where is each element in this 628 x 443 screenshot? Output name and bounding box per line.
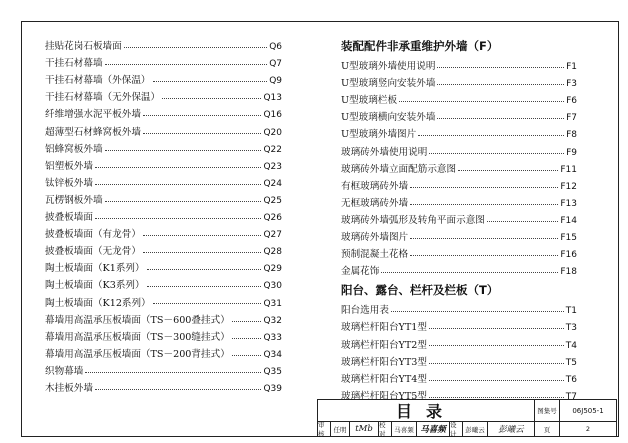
- dot-leader: [232, 338, 262, 339]
- toc-entry: [341, 261, 577, 278]
- toc-entry: [341, 210, 577, 227]
- toc-entry: [45, 361, 282, 378]
- toc-entry: [341, 73, 577, 90]
- toc-entry-title: 幕墙用高温承压板墙面（TS－200背挂式）: [45, 348, 230, 360]
- title-block: [317, 399, 617, 437]
- toc-entry: [45, 173, 282, 190]
- toc-entry: [341, 56, 577, 73]
- toc-entry-page: Q23: [263, 161, 282, 172]
- dot-leader: [410, 238, 558, 239]
- dot-leader: [105, 150, 262, 151]
- toc-entry: [45, 241, 282, 258]
- page-label: 页: [534, 421, 560, 437]
- toc-entry-title: U型玻璃竖向安装外墙: [341, 78, 436, 90]
- dot-leader: [147, 269, 262, 270]
- toc-entry-page: Q13: [263, 93, 282, 104]
- dot-leader: [437, 67, 564, 68]
- toc-entry-title: 瓦楞钢板外墙: [45, 194, 103, 206]
- review-signature: tMb: [349, 421, 379, 437]
- toc-entry-title: 陶土板墙面（K12系列）: [45, 297, 151, 309]
- check-name: 马喜频: [391, 421, 417, 437]
- toc-entry-page: T6: [565, 374, 577, 385]
- toc-entry-page: F9: [566, 147, 577, 158]
- toc-entry: [341, 193, 577, 210]
- dot-leader: [429, 328, 564, 329]
- toc-entry-page: T4: [565, 340, 577, 351]
- toc-entry-title: 玻璃栏杆阳台YT3型: [341, 356, 427, 368]
- toc-entry: [45, 156, 282, 173]
- toc-entry-page: F3: [566, 79, 577, 90]
- toc-entry-page: Q31: [263, 298, 282, 309]
- toc-entry-title: 玻璃砖外墙立面配筋示意图: [341, 163, 457, 175]
- toc-entry-title: 干挂石材幕墙（外保温）: [45, 75, 151, 87]
- toc-entry: [45, 327, 282, 344]
- toc-entry-page: T3: [565, 323, 577, 334]
- toc-entry-title: 超薄型石材蜂窝板外墙: [45, 126, 141, 138]
- toc-entry: [341, 369, 577, 386]
- toc-entry-page: Q33: [263, 332, 282, 343]
- toc-entry-title: U型玻璃外墙图片: [341, 129, 417, 141]
- toc-entry: [341, 352, 577, 369]
- dot-leader: [85, 372, 261, 373]
- toc-entry: [341, 141, 577, 158]
- dot-leader: [458, 170, 558, 171]
- toc-entry-page: Q16: [263, 110, 282, 121]
- dot-leader: [162, 98, 261, 99]
- toc-entry: [341, 227, 577, 244]
- toc-entry-page: F13: [560, 198, 577, 209]
- toc-entry: [341, 124, 577, 141]
- toc-entry-title: 玻璃砖外墙弧形及转角平面示意图: [341, 214, 485, 226]
- dot-leader: [153, 81, 268, 82]
- toc-entry: [45, 53, 282, 70]
- toc-entry-title: 金属花饰: [341, 266, 380, 278]
- toc-entry-title: 披叠板墙面: [45, 212, 93, 224]
- toc-entry-page: Q34: [263, 349, 282, 360]
- toc-right-column: [341, 36, 577, 403]
- dot-leader: [437, 84, 564, 85]
- toc-entry-title: 幕墙用高温承压板墙面（TS－600叠挂式）: [45, 314, 230, 326]
- toc-entry-page: Q35: [263, 366, 282, 377]
- toc-entry: [45, 104, 282, 121]
- toc-entry-page: F8: [566, 130, 577, 141]
- atlas-number-label: 图集号: [534, 399, 560, 422]
- dot-leader: [418, 135, 564, 136]
- dot-leader: [143, 115, 262, 116]
- dot-leader: [429, 363, 564, 364]
- dot-leader: [410, 255, 558, 256]
- toc-entry: [45, 224, 282, 241]
- toc-entry: [341, 90, 577, 107]
- toc-entry-page: Q32: [263, 315, 282, 326]
- page-number: 2: [559, 421, 617, 437]
- dot-leader: [487, 221, 558, 222]
- toc-entry-title: 挂贴花岗石板墙面: [45, 41, 122, 53]
- toc-entry-page: F7: [566, 113, 577, 124]
- dot-leader: [429, 153, 564, 154]
- toc-entry-title: 预制混凝土花格: [341, 249, 409, 261]
- dot-leader: [124, 47, 267, 48]
- toc-entry-title: 钛锌板外墙: [45, 177, 93, 189]
- toc-entry-page: T5: [565, 357, 577, 368]
- toc-entry-title: 陶土板墙面（K1系列）: [45, 263, 145, 275]
- toc-entry-page: Q9: [269, 76, 282, 87]
- dot-leader: [410, 187, 558, 188]
- dot-leader: [153, 303, 262, 304]
- toc-left-column: [45, 36, 282, 395]
- toc-entry-title: 玻璃栏杆阳台YT2型: [341, 339, 427, 351]
- toc-entry-title: 玻璃栏杆阳台YT5型: [341, 390, 427, 402]
- design-signature: 彭曦云: [487, 421, 535, 437]
- toc-entry-page: Q30: [263, 281, 282, 292]
- check-label: 校对: [378, 421, 392, 437]
- toc-entry: [341, 317, 577, 334]
- dot-leader: [143, 235, 262, 236]
- toc-entry-title: 铝蜂窝板外墙: [45, 143, 103, 155]
- atlas-number: 06J505-1: [559, 399, 617, 422]
- dot-leader: [429, 397, 564, 398]
- toc-entry: [341, 300, 577, 317]
- review-label: 审核: [317, 421, 331, 437]
- dot-leader: [147, 286, 262, 287]
- dot-leader: [429, 380, 564, 381]
- dot-leader: [95, 184, 261, 185]
- toc-entry-page: F11: [560, 164, 577, 175]
- toc-entry-title: 干挂石材幕墙: [45, 58, 103, 70]
- section-t-list: [341, 300, 577, 403]
- toc-entry-page: T7: [565, 391, 577, 402]
- toc-entry: [341, 107, 577, 124]
- dot-leader: [399, 101, 564, 102]
- toc-entry: [45, 344, 282, 361]
- toc-entry-page: Q6: [269, 42, 282, 53]
- section-t-heading: 阳台、露台、栏杆及栏板（T）: [341, 283, 499, 298]
- toc-entry: [45, 70, 282, 87]
- dot-leader: [381, 272, 558, 273]
- toc-entry-title: 有框玻璃砖外墙: [341, 180, 409, 192]
- toc-entry: [341, 159, 577, 176]
- toc-entry: [45, 36, 282, 53]
- design-label: 设计: [449, 421, 463, 437]
- toc-entry-title: 无框玻璃砖外墙: [341, 197, 409, 209]
- toc-entry-page: F15: [560, 233, 577, 244]
- toc-entry-title: 织物幕墙: [45, 365, 84, 377]
- toc-entry-title: 玻璃栏杆阳台YT4型: [341, 373, 427, 385]
- dot-leader: [95, 167, 261, 168]
- dot-leader: [143, 133, 262, 134]
- toc-entry-title: 阳台选用表: [341, 305, 389, 317]
- toc-entry-title: 纤维增强水泥平板外墙: [45, 109, 141, 121]
- toc-entry-title: 幕墙用高温承压板墙面（TS－300缝挂式）: [45, 331, 230, 343]
- toc-entry-page: Q39: [263, 383, 282, 394]
- check-signature: 马喜频: [416, 421, 450, 437]
- dot-leader: [232, 321, 262, 322]
- dot-leader: [105, 64, 268, 65]
- toc-entry-title: 陶土板墙面（K3系列）: [45, 280, 145, 292]
- toc-entry-page: F16: [560, 250, 577, 261]
- toc-entry-title: 玻璃栏杆阳台YT1型: [341, 322, 427, 334]
- dot-leader: [143, 252, 262, 253]
- toc-entry-title: 披叠板墙面（无龙骨）: [45, 246, 141, 258]
- toc-entry-page: F18: [560, 267, 577, 278]
- dot-leader: [437, 118, 564, 119]
- toc-entry: [45, 378, 282, 395]
- toc-entry-title: 木挂板外墙: [45, 382, 93, 394]
- toc-entry-page: F6: [566, 96, 577, 107]
- dot-leader: [410, 204, 558, 205]
- toc-entry: [45, 139, 282, 156]
- dot-leader: [429, 345, 564, 346]
- toc-entry-page: T1: [565, 306, 577, 317]
- toc-entry-title: U型玻璃外墙使用说明: [341, 61, 436, 73]
- toc-entry-title: U型玻璃栏板: [341, 95, 398, 107]
- toc-entry-page: Q27: [263, 230, 282, 241]
- design-name: 彭曦云: [462, 421, 488, 437]
- toc-entry-page: Q7: [269, 59, 282, 70]
- toc-entry: [45, 121, 282, 138]
- toc-entry-page: Q20: [263, 127, 282, 138]
- toc-entry: [45, 207, 282, 224]
- toc-entry-page: Q24: [263, 178, 282, 189]
- toc-entry-page: Q25: [263, 195, 282, 206]
- toc-entry-page: Q22: [263, 144, 282, 155]
- toc-entry-page: F1: [566, 62, 577, 73]
- toc-entry-title: 披叠板墙面（有龙骨）: [45, 229, 141, 241]
- review-name: 任明: [330, 421, 350, 437]
- dot-leader: [95, 389, 261, 390]
- toc-entry: [45, 292, 282, 309]
- toc-entry-title: 玻璃砖外墙使用说明: [341, 146, 428, 158]
- toc-entry-title: 铝塑板外墙: [45, 160, 93, 172]
- section-f-heading: 装配配件非承重维护外墙（F）: [341, 39, 499, 53]
- toc-entry: [341, 334, 577, 351]
- toc-entry: [45, 87, 282, 104]
- toc-entry-title: U型玻璃横向安装外墙: [341, 112, 436, 124]
- toc-entry: [45, 275, 282, 292]
- toc-entry-page: Q26: [263, 213, 282, 224]
- toc-entry-page: F12: [560, 181, 577, 192]
- toc-entry: [45, 310, 282, 327]
- toc-entry-title: 玻璃砖外墙图片: [341, 232, 409, 244]
- dot-leader: [95, 218, 261, 219]
- toc-entry-page: Q28: [263, 247, 282, 258]
- dot-leader: [232, 355, 262, 356]
- dot-leader: [105, 201, 262, 202]
- toc-entry: [45, 258, 282, 275]
- drawing-title: 目录: [317, 399, 535, 422]
- dot-leader: [391, 311, 564, 312]
- toc-entry: [45, 190, 282, 207]
- toc-entry-page: Q29: [263, 264, 282, 275]
- toc-entry-page: F14: [560, 215, 577, 226]
- toc-entry: [341, 176, 577, 193]
- toc-entry: [341, 244, 577, 261]
- section-f-list: [341, 56, 577, 278]
- toc-entry-title: 干挂石材幕墙（无外保温）: [45, 92, 161, 104]
